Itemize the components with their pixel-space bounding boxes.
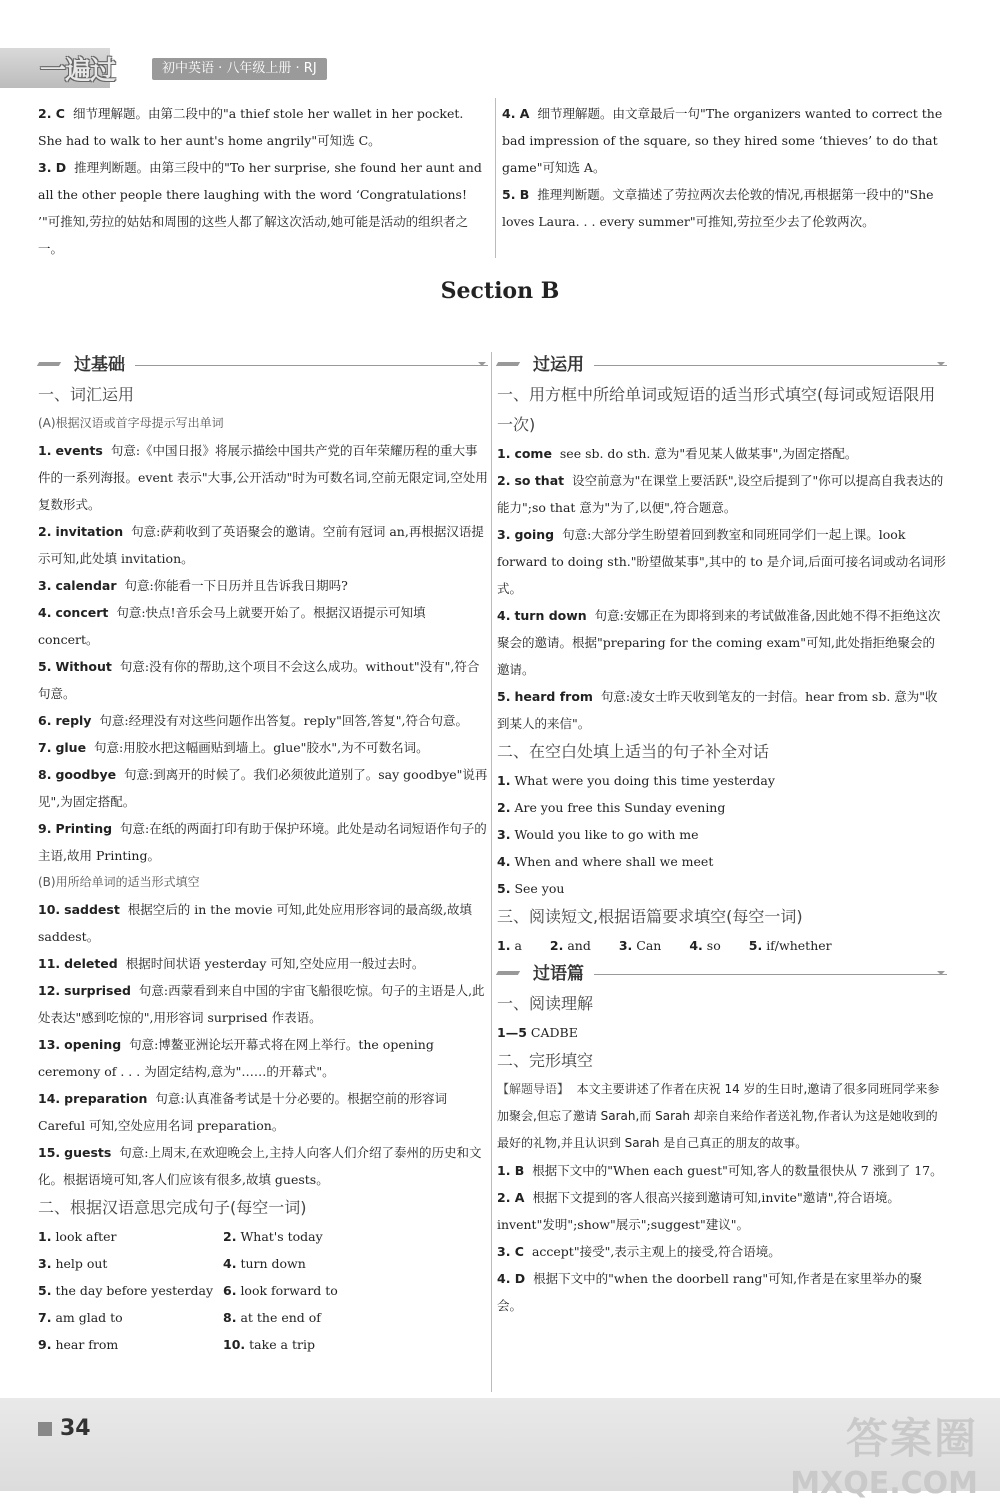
answer-item: 8. goodbye 句意:到离开的时候了。我们必须彼此道别了。say goodbye"说再见",为固定搭配。 [38, 767, 488, 809]
answer-item: 14. preparation 句意:认真准备考试是十分必要的。根据空前的形容词 Careful 可知,空处应用名词 preparation。 [38, 1091, 448, 1133]
category-heading: 过语篇 [497, 959, 947, 989]
answer-cell: 1. look after [38, 1229, 117, 1244]
answer-item: 5. Without 句意:没有你的帮助,这个项目不会这么成功。without"没有",符合句意。 [38, 659, 480, 701]
reading-answer: 1—5 CADBE [497, 1025, 578, 1040]
category-heading: 过运用 [497, 350, 947, 380]
answer-cell: 4. turn down [223, 1256, 306, 1271]
part-note: (B)用所给单词的适当形式填空 [38, 875, 200, 889]
answer-item: 5. B 推理判断题。文章描述了劳拉两次去伦敦的情况,再根据第一段中的"She loves Laura. . . every summer"可推知,劳拉至少去了伦敦两次。 [502, 187, 934, 229]
part-title: 一、词汇运用 [38, 385, 135, 404]
part-title: 二、在空白处填上适当的句子补全对话 [497, 742, 770, 761]
answer-item: 2. invitation 句意:萨莉收到了英语聚会的邀请。空前有冠词 an,再根据汉语提示可知,此处填 invitation。 [38, 524, 484, 566]
answer-item: 15. guests 句意:上周末,在欢迎晚会上,主持人向客人们介绍了泰州的历史和文化。根据语境可知,客人们应该有很多,故填 guests。 [38, 1145, 482, 1187]
wing-icon [38, 358, 68, 372]
column-divider [491, 352, 492, 1392]
answer-item: 3. going 句意:大部分学生盼望着回到教室和同班同学们一起上课。look forward to doing sth."盼望做某事",其中的 to 是介词,后面可接名词或动名词形式。 [497, 527, 946, 596]
subject-label: 初中英语 · 八年级上册 · RJ [152, 58, 327, 80]
answer-cell: 3. help out [38, 1256, 108, 1271]
watermark: 答案圈 MXQE.COM [790, 1414, 978, 1501]
answer-item: 4. A 细节理解题。由文章最后一句"The organizers wanted to correct the bad impression of the square, so they hired some ‘thieves’ to do that game"可知选 A。 [502, 106, 943, 175]
column-divider [495, 98, 496, 258]
answer-item: 3. D 推理判断题。由第三段中的"To her surprise, she found her aunt and all the other people there laughing with the word ‘Congratulations! ’"可推知,劳拉的姑姑和周围的这些人都了解这次活动,她可能是活动的组织者之一。 [38, 160, 482, 256]
part-title: 三、阅读短文,根据语篇要求填空(每空一词) [497, 907, 803, 926]
answer-cell: 3. Can [618, 938, 662, 953]
answer-item: 4. concert 句意:快点!音乐会马上就要开始了。根据汉语提示可知填 concert。 [38, 605, 426, 647]
answer-item: 1. come see sb. do sth. 意为"看见某人做某事",为固定搭配。 [497, 446, 858, 461]
answer-cell: 9. hear from [38, 1337, 119, 1352]
right-column [497, 350, 947, 1319]
answer-item: 5. See you [497, 881, 565, 896]
top-left-answers [38, 100, 488, 262]
part-note: (A)根据汉语或首字母提示写出单词 [38, 416, 224, 430]
answer-cell: 1. a [497, 938, 522, 953]
answer-item: 10. saddest 根据空后的 in the movie 可知,此处应用形容词的最高级,故填 saddest。 [38, 902, 472, 944]
answer-item: 3. Would you like to go with me [497, 827, 699, 842]
answer-item: 2. C 细节理解题。由第二段中的"a thief stole her wallet in her pocket. She had to walk to her aunt's home angrily"可知选 C。 [38, 106, 464, 148]
answer-item: 6. reply 句意:经理没有对这些问题作出答复。reply"回答,答复",符合句意。 [38, 713, 469, 728]
brand-logo: 一遍过 [40, 56, 116, 86]
page-number: 34 [38, 1416, 91, 1441]
answer-item: 3. C accept"接受",表示主观上的接受,符合语境。 [497, 1244, 781, 1259]
part-title: 一、阅读理解 [497, 994, 594, 1013]
answer-cell: 8. at the end of [223, 1310, 321, 1325]
answer-item: 11. deleted 根据时间状语 yesterday 可知,空处应用一般过去时。 [38, 956, 425, 971]
section-title: Section B [440, 278, 560, 304]
square-icon [38, 1422, 52, 1436]
answer-item: 1. events 句意:《中国日报》将展示描绘中国共产党的百年荣耀历程的重大事件的一系列海报。event 表示"大事,公开活动"时为可数名词,空前无限定词,空处用复数形式。 [38, 443, 488, 512]
answer-cell: 5. the day before yesterday [38, 1283, 214, 1298]
answer-item: 9. Printing 句意:在纸的两面打印有助于保护环境。此处是动名词短语作句子的主语,故用 Printing。 [38, 821, 487, 863]
top-right-answers [502, 100, 947, 235]
answer-item: 3. calendar 句意:你能看一下日历并且告诉我日期吗? [38, 578, 348, 593]
answer-item: 1. B 根据下文中的"When each guest"可知,客人的数量很快从 7 涨到了 17。 [497, 1163, 943, 1178]
vocab-list-b [38, 896, 488, 1193]
answer-cell: 7. am glad to [38, 1310, 123, 1325]
footer-band [0, 1398, 1000, 1501]
category-heading: 过基础 [38, 350, 488, 380]
answer-item: 1. What were you doing this time yesterday [497, 773, 775, 788]
header-band [0, 48, 1000, 88]
part-title: 二、完形填空 [497, 1051, 594, 1070]
answer-cell: 2. What's today [223, 1229, 323, 1244]
part-title: 一、用方框中所给单词或短语的适当形式填空(每词或短语限用一次) [497, 385, 936, 434]
passage-answers [497, 932, 947, 959]
sentence-answers [38, 1223, 488, 1358]
dialogue-answers [497, 767, 947, 902]
answer-item: 2. so that 设空前意为"在课堂上要活跃",设空后提到了"你可以提高自我表达的能力";so that 意为"为了,以便",符合题意。 [497, 473, 944, 515]
answer-cell: 4. so [689, 938, 721, 953]
answer-item: 4. D 根据下文中的"when the doorbell rang"可知,作者是在家里举办的聚会。 [497, 1271, 923, 1313]
answer-item: 2. Are you free this Sunday evening [497, 800, 726, 815]
answer-item: 4. turn down 句意:安娜正在为即将到来的考试做准备,因此她不得不拒绝这次聚会的邀请。根据"preparing for the coming exam"可知,此处指拒绝聚会的邀请。 [497, 608, 941, 677]
answer-item: 12. surprised 句意:西蒙看到来自中国的宇宙飞船很吃惊。句子的主语是人,此处表达"感到吃惊的",用形容词 surprised 作表语。 [38, 983, 485, 1025]
answer-item: 2. A 根据下文提到的客人很高兴接到邀请可知,invite"邀请",符合语境。invent"发明";show"展示";suggest"建议"。 [497, 1190, 900, 1232]
answer-item: 5. heard from 句意:凌女士昨天收到笔友的一封信。hear from sb. 意为"收到某人的来信"。 [497, 689, 938, 731]
answer-cell: 10. take a trip [223, 1337, 315, 1352]
fill-blank-list [497, 440, 947, 737]
wing-icon [497, 967, 527, 981]
answer-item: 13. opening 句意:博鳌亚洲论坛开幕式将在网上举行。the opening ceremony of . . . 为固定结构,意为"……的开幕式"。 [38, 1037, 434, 1079]
left-column [38, 350, 488, 1358]
answer-item: 7. glue 句意:用胶水把这幅画贴到墙上。glue"胶水",为不可数名词。 [38, 740, 429, 755]
answer-cell: 6. look forward to [223, 1283, 338, 1298]
answer-item: 4. When and where shall we meet [497, 854, 714, 869]
vocab-list-a [38, 437, 488, 869]
answer-cell: 2. and [549, 938, 591, 953]
part-title: 二、根据汉语意思完成句子(每空一词) [38, 1198, 307, 1217]
wing-icon [497, 358, 527, 372]
answer-cell: 5. if/whether [748, 938, 832, 953]
cloze-answers [497, 1157, 947, 1319]
guide-paragraph: 【解题导语】 本文主要讲述了作者在庆祝 14 岁的生日时,邀请了很多同班同学来参加聚会,但忘了邀请 Sarah,而 Sarah 却亲自来给作者送礼物,作者认为这是她收到的最好的礼物,并且认识到 Sarah 是自己真正的朋友的故事。 [497, 1082, 940, 1150]
